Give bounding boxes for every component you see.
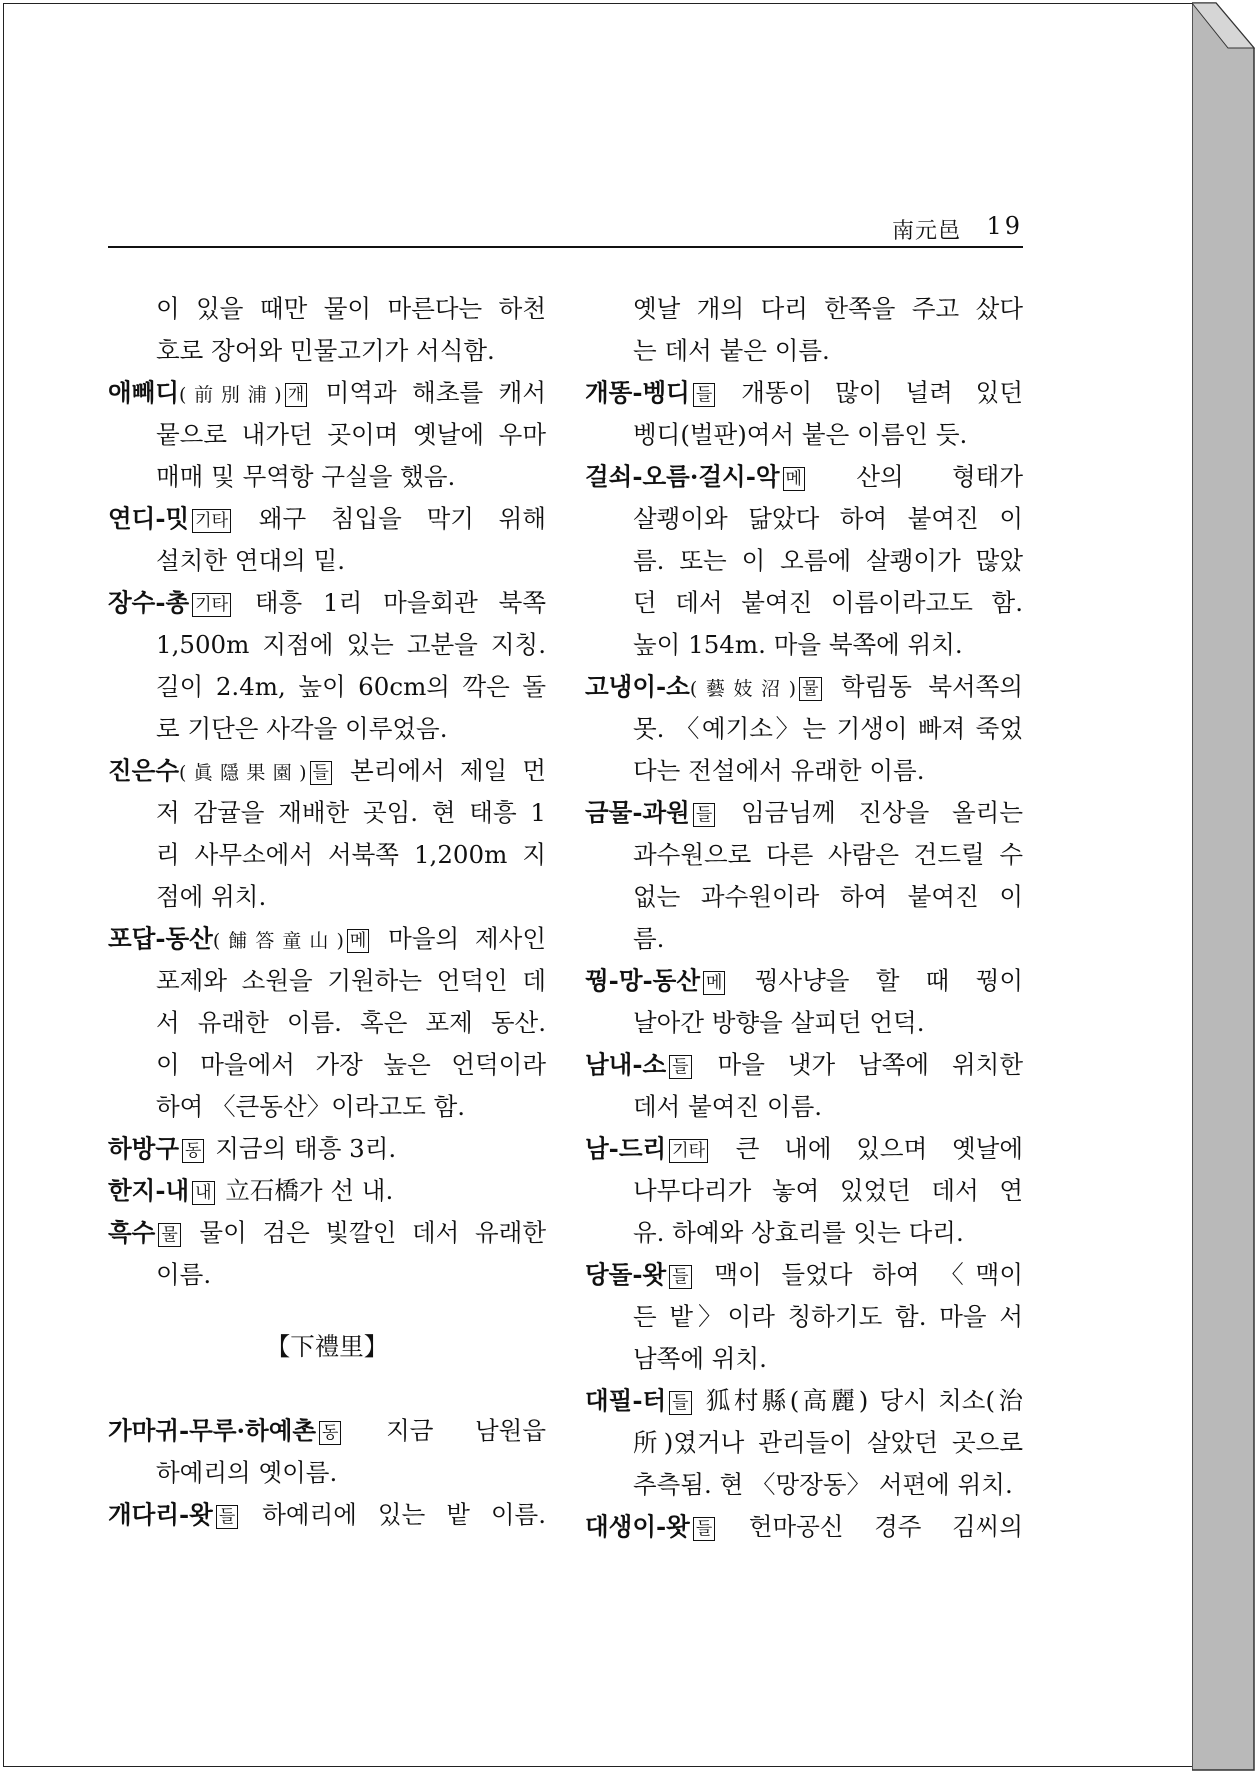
category-tag: 들 <box>693 1517 715 1541</box>
text-line <box>585 330 1023 372</box>
text-line <box>108 288 546 330</box>
entry-line <box>585 1254 1023 1296</box>
text-line <box>585 918 1023 960</box>
text-line <box>585 1338 1023 1380</box>
entry-text: 태흥 1리 마을회관 북쪽 <box>234 588 546 617</box>
category-tag: 기타 <box>192 509 231 533</box>
entry-line <box>585 1044 1023 1086</box>
text-line <box>585 1422 1023 1464</box>
text-line <box>585 498 1023 540</box>
entry-line <box>108 1128 546 1170</box>
entry-line <box>108 582 546 624</box>
entry-text: 하예리에 있는 밭 이름. <box>241 1500 546 1529</box>
category-tag: 들 <box>693 803 715 827</box>
category-tag: 개 <box>285 383 307 407</box>
headword: 꿩-망-동산 <box>585 966 701 995</box>
text-line <box>108 1002 546 1044</box>
entry-line <box>585 1506 1023 1548</box>
entry-line <box>585 792 1023 834</box>
entry-line <box>585 960 1023 1002</box>
entry-text: 하예리의 옛이름. <box>156 1458 338 1487</box>
entry-text: 다는 전설에서 유래한 이름. <box>633 756 925 785</box>
entry-line <box>585 1380 1023 1422</box>
entry-line <box>108 1410 546 1452</box>
entry-text: 던 데서 붙여진 이름이라고도 함. <box>633 588 1023 617</box>
category-tag: 기타 <box>192 593 231 617</box>
entry-text: 데서 붙여진 이름. <box>633 1092 823 1121</box>
text-line <box>108 456 546 498</box>
book-spine <box>1192 0 1256 1773</box>
category-tag: 물 <box>799 677 821 701</box>
text-line <box>585 1170 1023 1212</box>
entry-text: 지금 남원읍 <box>344 1416 546 1445</box>
category-tag: 들 <box>669 1055 691 1079</box>
text-line <box>585 1002 1023 1044</box>
entry-text: 헌마공신 경주 김씨의 <box>718 1512 1023 1541</box>
entry-line <box>585 456 1023 498</box>
headword: 연디-밋 <box>108 504 190 533</box>
page-number: 19 <box>986 212 1023 240</box>
entry-line <box>108 1212 546 1254</box>
text-line <box>108 708 546 750</box>
category-tag: 기타 <box>669 1139 708 1163</box>
entry-text: 미역과 해초를 캐서 <box>310 378 547 407</box>
category-tag: 동 <box>319 1421 341 1445</box>
entry-text: 맥이 들었다 하여 〈맥이 <box>694 1260 1023 1289</box>
entry-text: 狐村縣(高麗) 당시 치소(治 <box>694 1386 1023 1415</box>
hanja-gloss: (眞隱果園) <box>179 762 307 784</box>
category-tag: 내 <box>192 1181 214 1205</box>
section-heading: 【下禮里】 <box>265 1332 389 1361</box>
category-tag: 메 <box>703 971 725 995</box>
headword: 고냉이-소 <box>585 672 690 701</box>
entry-text: 옛날 개의 다리 한쪽을 주고 샀다 <box>633 294 1023 323</box>
text-line <box>585 582 1023 624</box>
entry-text: 과수원으로 다른 사람은 건드릴 수 <box>633 840 1023 869</box>
headword: 가마귀-무루·하예촌 <box>108 1416 317 1445</box>
running-title: 南元邑 <box>891 219 961 244</box>
entry-text: 왜구 침입을 막기 위해 <box>234 504 546 533</box>
entry-line <box>108 1494 546 1536</box>
headword: 애빼디 <box>108 378 180 407</box>
category-tag: 들 <box>669 1265 691 1289</box>
left-column <box>108 288 546 1536</box>
entry-text: 못. 〈예기소〉는 기생이 빠져 죽었 <box>633 714 1023 743</box>
entry-text: 임금님께 진상을 올리는 <box>718 798 1023 827</box>
entry-text: 所)였거나 관리들이 살았던 곳으로 <box>633 1428 1023 1457</box>
text-line <box>108 960 546 1002</box>
page-header <box>108 212 1023 248</box>
entry-text: 리 사무소에서 서북쪽 1,200m 지 <box>156 840 546 869</box>
category-tag: 메 <box>783 467 805 491</box>
entry-text: 벵디(벌판)여서 붙은 이름인 듯. <box>633 420 968 449</box>
entry-line <box>585 1128 1023 1170</box>
text-line <box>108 330 546 372</box>
headword: 걸쇠-오름·걸시-악 <box>585 462 780 491</box>
text-line <box>108 1044 546 1086</box>
entry-text: 살쾡이와 닮았다 하여 붙여진 이 <box>633 504 1023 533</box>
entry-line <box>108 498 546 540</box>
right-column <box>585 288 1023 1548</box>
entry-text: 없는 과수원이라 하여 붙여진 이 <box>633 882 1023 911</box>
entry-text: 나무다리가 놓여 있었던 데서 연 <box>633 1176 1023 1205</box>
text-line <box>108 1254 546 1296</box>
headword: 당돌-왓 <box>585 1260 667 1289</box>
entry-text: 매매 및 무역항 구실을 했음. <box>156 462 456 491</box>
category-tag: 들 <box>216 1505 238 1529</box>
text-line <box>585 834 1023 876</box>
text-line <box>108 540 546 582</box>
category-tag: 동 <box>182 1139 204 1163</box>
category-tag: 들 <box>310 761 332 785</box>
entry-line <box>108 918 546 960</box>
entry-text: 높이 154m. 마을 북쪽에 위치. <box>633 630 963 659</box>
hanja-gloss: (前別浦) <box>179 384 282 406</box>
headword: 흑수 <box>108 1218 156 1247</box>
headword: 포답-동산 <box>108 924 213 953</box>
entry-text: 남쪽에 위치. <box>633 1344 767 1373</box>
headword: 남-드리 <box>585 1134 667 1163</box>
spacer <box>108 1368 546 1410</box>
headword: 남내-소 <box>585 1050 667 1079</box>
text-line <box>108 666 546 708</box>
text-line <box>585 876 1023 918</box>
hanja-gloss: (餔答童山) <box>212 930 344 952</box>
entry-text: 지금의 태흥 3리. <box>207 1134 397 1163</box>
entry-line <box>108 372 546 414</box>
entry-text: 마을 냇가 남쪽에 위치한 <box>694 1050 1023 1079</box>
text-line <box>585 540 1023 582</box>
entry-line <box>108 1170 546 1212</box>
entry-text: 름. <box>633 924 665 953</box>
entry-line <box>585 372 1023 414</box>
text-line <box>108 624 546 666</box>
hanja-gloss: (藝妓沼) <box>689 678 797 700</box>
entry-text: 포제와 소원을 기원하는 언덕인 데 <box>156 966 546 995</box>
entry-text: 물이 검은 빛깔인 데서 유래한 <box>183 1218 546 1247</box>
entry-text: 날아간 방향을 살피던 언덕. <box>633 1008 925 1037</box>
text-line <box>108 792 546 834</box>
entry-text: 추측됨. 현 〈망장동〉 서편에 위치. <box>633 1470 1013 1499</box>
entry-text: 유. 하예와 상효리를 잇는 다리. <box>633 1218 964 1247</box>
headword: 금물-과원 <box>585 798 690 827</box>
entry-text: 는 데서 붙은 이름. <box>633 336 830 365</box>
entry-text: 마을의 제사인 <box>372 924 547 953</box>
text-line <box>108 1086 546 1128</box>
entry-text: 점에 위치. <box>156 882 267 911</box>
text-line <box>108 876 546 918</box>
headword: 한지-내 <box>108 1176 190 1205</box>
text-line <box>585 1212 1023 1254</box>
headword: 개다리-왓 <box>108 1500 213 1529</box>
headword: 개똥-벵디 <box>585 378 690 407</box>
entry-text: 뭍으로 내가던 곳이며 옛날에 우마 <box>156 420 546 449</box>
entry-text: 개똥이 많이 널려 있던 <box>718 378 1023 407</box>
text-line <box>585 414 1023 456</box>
text-line <box>585 1296 1023 1338</box>
text-line <box>585 708 1023 750</box>
headword: 대필-터 <box>585 1386 667 1415</box>
entry-line <box>585 666 1023 708</box>
entry-line <box>108 750 546 792</box>
headword: 진은수 <box>108 756 180 785</box>
headword: 대생이-왓 <box>585 1512 690 1541</box>
headword: 장수-총 <box>108 588 190 617</box>
entry-text: 이 마을에서 가장 높은 언덕이라 <box>156 1050 546 1079</box>
category-tag: 메 <box>347 929 369 953</box>
entry-text: 름. 또는 이 오름에 살쾡이가 많았 <box>633 546 1023 575</box>
entry-text: 저 감귤을 재배한 곳임. 현 태흥 1 <box>156 798 546 827</box>
category-tag: 들 <box>669 1391 691 1415</box>
category-tag: 물 <box>158 1223 180 1247</box>
entry-text: 立石橋가 선 내. <box>217 1176 394 1205</box>
text-line <box>585 624 1023 666</box>
entry-text: 하여 〈큰동산〉이라고도 함. <box>156 1092 466 1121</box>
entry-text: 든 밭〉이라 칭하기도 함. 마을 서 <box>633 1302 1023 1331</box>
entry-text: 이름. <box>156 1260 212 1289</box>
entry-text: 로 기단은 사각을 이루었음. <box>156 714 448 743</box>
text-line <box>585 288 1023 330</box>
entry-text: 꿩사냥을 할 때 꿩이 <box>728 966 1023 995</box>
entry-text: 학림동 북서쪽의 <box>824 672 1024 701</box>
text-line <box>108 834 546 876</box>
text-line <box>585 1464 1023 1506</box>
text-line <box>585 1086 1023 1128</box>
entry-text: 설치한 연대의 밑. <box>156 546 346 575</box>
category-tag: 들 <box>693 383 715 407</box>
entry-text: 산의 형태가 <box>807 462 1023 491</box>
entry-text: 본리에서 제일 먼 <box>334 756 546 785</box>
headword: 하방구 <box>108 1134 180 1163</box>
text-line <box>108 414 546 456</box>
entry-text: 이 있을 때만 물이 마른다는 하천 <box>156 294 546 323</box>
entry-text: 호로 장어와 민물고기가 서식함. <box>156 336 495 365</box>
text-line <box>585 750 1023 792</box>
entry-text: 길이 2.4m, 높이 60cm의 깍은 돌 <box>156 672 546 701</box>
text-line <box>108 1452 546 1494</box>
entry-text: 서 유래한 이름. 혹은 포제 동산. <box>156 1008 546 1037</box>
entry-text: 1,500m 지점에 있는 고분을 지칭. <box>156 630 546 659</box>
entry-text: 큰 내에 있으며 옛날에 <box>711 1134 1023 1163</box>
